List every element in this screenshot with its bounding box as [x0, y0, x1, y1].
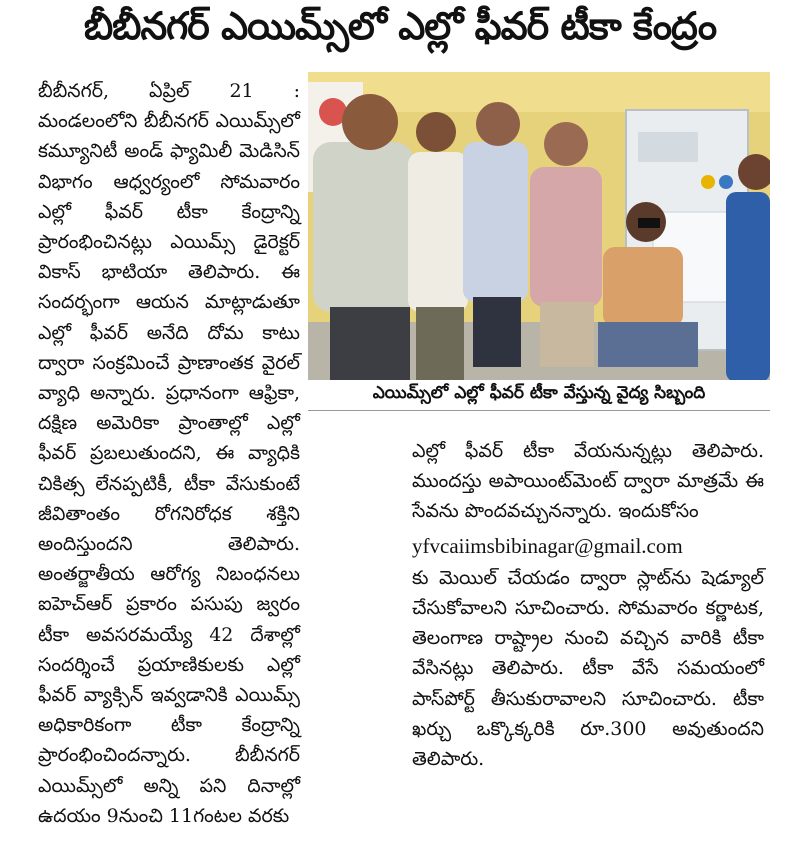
news-photo — [308, 72, 770, 380]
caption-divider — [308, 410, 770, 411]
headline: బీబీనగర్ ఎయిమ్స్‌లో ఎల్లో ఫీవర్ టీకా కేంద్రం — [83, 4, 717, 48]
dateline: బీబీనగర్, ఏప్రిల్ 21 : — [38, 80, 300, 102]
article-left-column — [38, 76, 300, 831]
article-body-left: మండలంలోని బీబీనగర్ ఎయిమ్స్‌లో కమ్యూనిటీ అండ్ ఫ్యామిలీ మెడిసిన్ విభాగం ఆధ్వర్యంలో సోమవారం ఎల్లో ఫీవర్ టీకా కేంద్రాన్ని ప్రారంభించినట్లు ఎయిమ్స్ డైరెక్టర్ వికాస్ భాటియా తెలిపారు. ఈ సందర్భంగా ఆయన మాట్లాడుతూ ఎల్లో ఫీవర్ అనేది దోమ కాటు ద్వారా సంక్రమించే ప్రాణాంతక వైరల్ వ్యాధి అన్నారు. ప్రధానంగా ఆఫ్రికా, దక్షిణ అమెరికా ప్రాంతాల్లో ఎల్లో ఫీవర్ ప్రబలుతుందని, ఈ వ్యాధికి చికిత్స లేనప్పటికీ, టీకా వేసుకుంటే జీవితాంతం రోగనిరోధక శక్తిని అందిస్తుందని తెలిపారు. అంతర్జాతీయ ఆరోగ్య నిబంధనలు ఐహెచ్ఆర్ ప్రకారం పసుపు జ్వరం టీకా అవసరమయ్యే 42 దేశాల్లో సందర్శించే ప్రయాణికులకు ఎల్లో ఫీవర్ వ్యాక్సిన్ ఇవ్వడానికి ఎయిమ్స్ అధికారికంగా టీకా కేంద్రాన్ని ప్రారంభించిందన్నారు. బీబీనగర్ ఎయిమ్స్‌లో అన్ని పని దినాల్లో ఉదయం 9నుంచి 11గంటల వరకు — [38, 110, 300, 827]
article-body-right-2: కు మెయిల్ చేయడం ద్వారా స్లాట్‌ను షెడ్యూల్ చేసుకోవాలని సూచించారు. సోమవారం కర్ణాటక, తెలంగాణ రాష్ట్రాల నుంచి వచ్చిన వారికి టీకా వేసినట్లు తెలిపారు. టీకా వేసే సమయంలో పాస్‌పోర్ట్ తీసుకురావాలని సూచించారు. టీకా ఖర్చు ఒక్కొక్కరికి రూ.300 అవుతుందని తెలిపారు. — [412, 566, 764, 771]
contact-email: yfvcaiimsbibinagar@gmail.com — [412, 533, 683, 558]
article-right-column — [412, 436, 764, 774]
article-body-right-1: ఎల్లో ఫీవర్ టీకా వేయనున్నట్లు తెలిపారు. ముందస్తు అపాయింట్‌మెంట్ ద్వారా మాత్రమే ఈ సేవను పొందవచ్చునన్నారు. ఇందుకోసం — [412, 440, 764, 523]
photo-caption: ఎయిమ్స్‌లో ఎల్లో ఫీవర్ టీకా వేస్తున్న వైద్య సిబ్బంది — [372, 383, 706, 403]
vaccination-scene-illustration — [308, 72, 770, 380]
